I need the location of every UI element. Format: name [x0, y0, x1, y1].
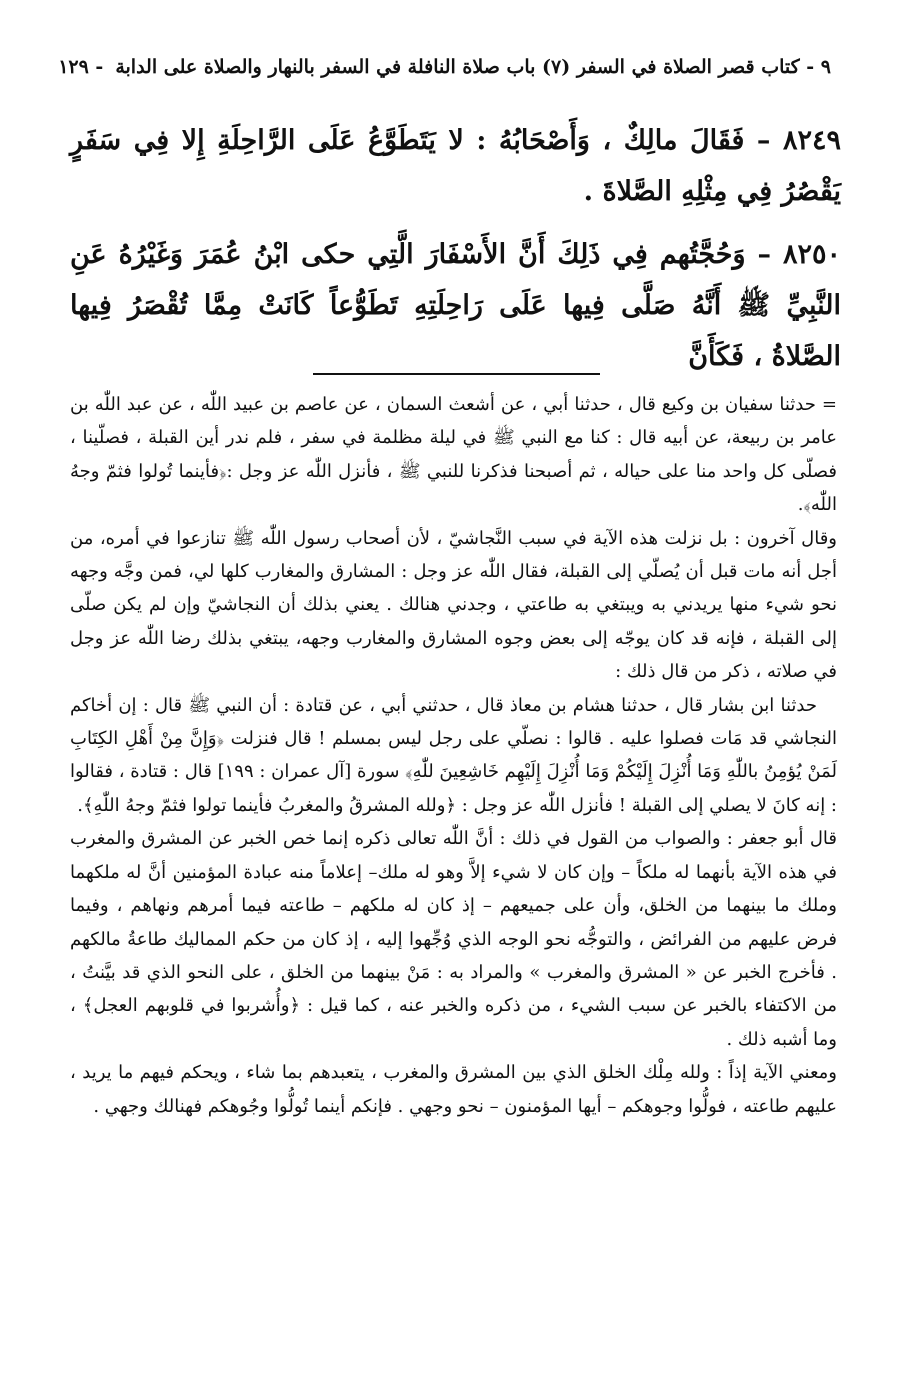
header-chapter-title: ٩ - كتاب قصر الصلاة في السفر (٧) باب صلاة النافلة في السفر بالنهار والصلاة على الدابة — [115, 56, 831, 78]
footnote-paragraph: = حدثنا سفيان بن وكيع قال ، حدثنا أبي ، عن أشعث السمان ، عن عاصم بن عبيد اللّٰه ، عن عبد اللّٰه بن عامر بن ربيعة، عن أبيه قال : كنا مع النبي ﷺ في ليلة مظلمة في سفر ، فلم ندر أين القبلة ، فصلّينا ، فصلّى كل واحد منا على حياله ، ثم أصبحنا فذكرنا للنبي ﷺ ، فأنزل اللّٰه عز وجل :﴿فأينما تُولوا فثمّ وجهُ اللّٰه﴾. — [70, 394, 837, 516]
paragraph-number: ٨٢٤٩ — [782, 125, 841, 156]
paragraph-8249 — [70, 115, 841, 217]
running-header — [58, 50, 841, 84]
main-text — [70, 115, 841, 394]
footnote-separator — [313, 373, 600, 375]
page-number: - ١٢٩ — [58, 56, 104, 78]
footnote-paragraph: ومعني الآية إذاً : ولله مِلْك الخلق الذي بين المشرق والمغرب ، يتعبدهم بما شاء ، ويحكم فيهم ما يريد ، عليهم طاعته ، فولُّوا وجوهكم – أيها المؤمنون – نحو وجهي . فإنكم أينما تُولُّوا وجُوهكم فهنالك وجهي . — [70, 1062, 837, 1117]
footnote-paragraph: حدثنا ابن بشار قال ، حدثنا هشام بن معاذ قال ، حدثني أبي ، عن قتادة : أن النبي ﷺ قال : إن أخاكم النجاشي قد مَات فصلوا عليه . قالوا : نصلّي على رجل ليس بمسلم ! قال فنزلت ﴿وَإِنَّ مِنْ أَهْلِ الكِتَابِ لَمَنْ يُؤمِنُ باللّٰهِ وَمَا أُنْزِلَ إِلَيْكُمْ وَمَا أُنْزِلَ إِلَيْهِم خَاشِعِينَ للّٰهِ﴾ سورة [آل عمران : ١٩٩] قال : قتادة ، فقالوا : إنه كانَ لا يصلي إلى القبلة ! فأنزل اللّٰه عز وجل : ﴿ولله المشرقُ والمغربُ فأينما تولوا فثمّ وجهُ اللّٰهِ﴾. — [70, 694, 837, 816]
paragraph-number: ٨٢٥٠ — [782, 239, 841, 270]
paragraph-body: – فَقَالَ مالِكٌ ، وَأَصْحَابُهُ : لا يَتَطَوَّعُ عَلَى الرَّاحِلَةِ إِلا فِي سَفَرٍ يَقْصُرُ فِي مِثْلِهِ الصَّلاةَ . — [70, 125, 841, 207]
footnote-paragraph: وقال آخرون : بل نزلت هذه الآية في سبب النَّجاشيّ ، لأن أصحاب رسول اللّٰه ﷺ تنازعوا في أمره، من أجل أنه مات قبل أن يُصلّي إلى القبلة، فقال اللّٰه عز وجل : المشارق والمغارب كلها لي، فمن وجَّه وجهه نحو شيء منها يريدني به ويبتغي به طاعتي ، وجدني هنالك . يعني بذلك أن النجاشيّ وإن لم يكن صلّى إلى القبلة ، فإنه قد كان يوجّه إلى بعض وجوه المشارق والمغارب وجهه، يبتغي بذلك رضا اللّٰه عز وجل في صلاته ، ذكر من قال ذلك : — [70, 527, 837, 683]
footnotes — [70, 388, 837, 1123]
paragraph-8250 — [70, 229, 841, 382]
footnote-paragraph: قال أبو جعفر : والصواب من القول في ذلك : أنَّ اللّٰه تعالى ذكره إنما خص الخبر عن المشرق والمغرب في هذه الآية بأنهما له ملكاً – وإن كان لا شيء إلاَّ وهو له ملك– إعلاماً منه عبادة المؤمنين أنَّ له ملكهما وملك ما بينهما من الخلق، وأن على جميعهم – إذ كان له ملكهم – طاعته فيما أمرهم ونهاهم ، وفيما فرض عليهم من الفرائض ، والتوجُّه نحو الوجه الذي وُجِّهوا إليه ، إذ كان من حكم المماليك طاعةُ مالكهم . فأخرج الخبر عن « المشرق والمغرب » والمراد به : مَنْ بينهما من الخلق ، على النحو الذي قد بيَّنتُ ، من الاكتفاء بالخبر عن سبب الشيء ، من ذكره والخبر عنه ، كما قيل : ﴿وأُشربوا في قلوبهم العجل﴾ ، وما أشبه ذلك . — [70, 828, 838, 1050]
paragraph-body: – وَحُجَّتُهم فِي ذَلِكَ أَنَّ الأَسْفَارَ الَّتِي حكى ابْنُ عُمَرَ وَغَيْرُهُ عَنِ النَّبِيِّ ﷺ أَنَّهُ صَلَّى فِيها عَلَى رَاحِلَتِهِ تَطَوُّعاً كَانَتْ مِمَّا تُقْصَرُ فِيها الصَّلاةُ ، فَكَأَنَّ — [70, 239, 841, 372]
